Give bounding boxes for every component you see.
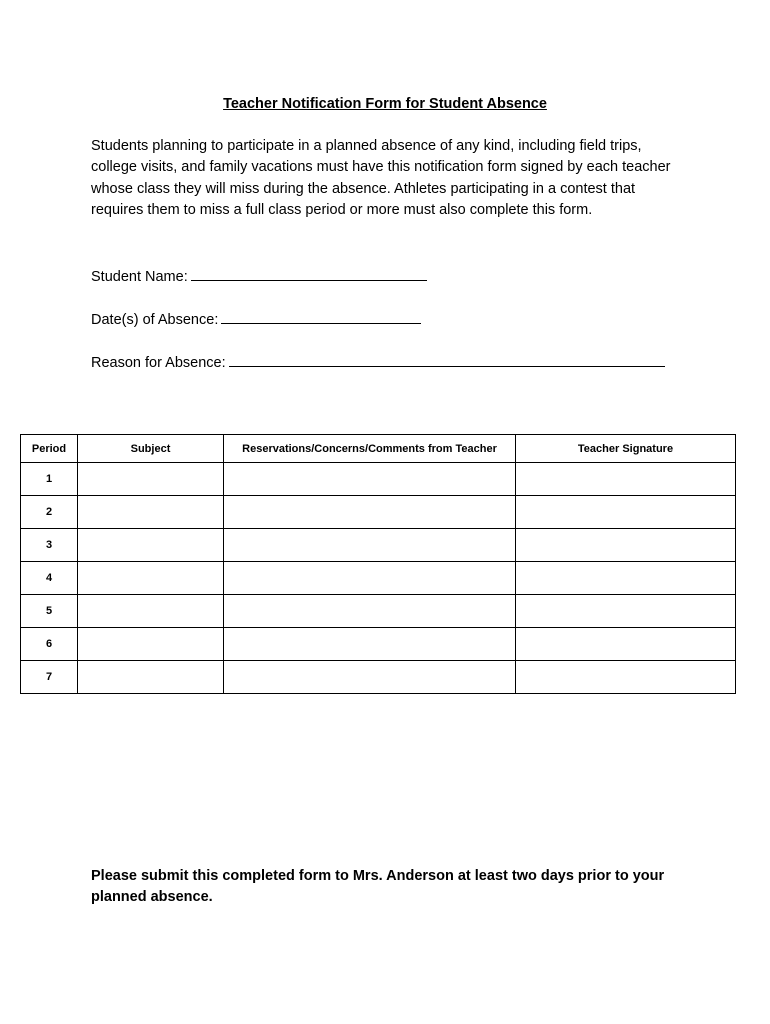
period-cell: 2 xyxy=(21,496,78,529)
comments-cell[interactable] xyxy=(224,628,516,661)
table-row xyxy=(21,595,736,628)
signature-cell[interactable] xyxy=(516,496,736,529)
signature-cell[interactable] xyxy=(516,463,736,496)
period-cell: 7 xyxy=(21,661,78,694)
table-row xyxy=(21,529,736,562)
header-period: Period xyxy=(21,435,78,463)
period-cell: 3 xyxy=(21,529,78,562)
page-title: Teacher Notification Form for Student Absence xyxy=(223,96,547,112)
header-subject: Subject xyxy=(78,435,224,463)
table-header-row xyxy=(21,435,736,463)
subject-cell[interactable] xyxy=(78,595,224,628)
table-row xyxy=(21,661,736,694)
table-row xyxy=(21,463,736,496)
comments-cell[interactable] xyxy=(224,496,516,529)
reason-label: Reason for Absence: xyxy=(91,355,226,371)
comments-cell[interactable] xyxy=(224,562,516,595)
period-cell: 1 xyxy=(21,463,78,496)
reason-field xyxy=(91,351,665,372)
subject-cell[interactable] xyxy=(78,562,224,595)
dates-label: Date(s) of Absence: xyxy=(91,312,219,328)
period-cell: 6 xyxy=(21,628,78,661)
student-name-field xyxy=(91,265,427,286)
dates-blank[interactable] xyxy=(221,308,421,324)
intro-paragraph xyxy=(91,136,681,222)
subject-cell[interactable] xyxy=(78,496,224,529)
student-name-blank[interactable] xyxy=(191,265,427,281)
table-row xyxy=(21,496,736,529)
comments-cell[interactable] xyxy=(224,595,516,628)
comments-cell[interactable] xyxy=(224,661,516,694)
header-comments: Reservations/Concerns/Comments from Teacher xyxy=(224,435,516,463)
subject-cell[interactable] xyxy=(78,628,224,661)
subject-cell[interactable] xyxy=(78,529,224,562)
dates-field xyxy=(91,308,421,329)
reason-blank[interactable] xyxy=(229,351,665,367)
period-table xyxy=(20,434,736,694)
signature-cell[interactable] xyxy=(516,628,736,661)
signature-cell[interactable] xyxy=(516,595,736,628)
signature-cell[interactable] xyxy=(516,562,736,595)
period-cell: 5 xyxy=(21,595,78,628)
header-signature: Teacher Signature xyxy=(516,435,736,463)
student-name-label: Student Name: xyxy=(91,269,188,285)
comments-cell[interactable] xyxy=(224,463,516,496)
period-cell: 4 xyxy=(21,562,78,595)
intro-text: Students planning to participate in a planned absence of any kind, including field trips, college visits, and family vacations must have this notification form signed by each teacher whose class they will miss during the absence. Athletes participating in a contest that requires them to miss a full class period or more must also complete this form. xyxy=(91,138,671,219)
signature-cell[interactable] xyxy=(516,529,736,562)
submission-note: Please submit this completed form to Mrs. Anderson at least two days prior to your planned absence. xyxy=(91,868,665,906)
subject-cell[interactable] xyxy=(78,661,224,694)
subject-cell[interactable] xyxy=(78,463,224,496)
table-row xyxy=(21,562,736,595)
table-row xyxy=(21,628,736,661)
comments-cell[interactable] xyxy=(224,529,516,562)
signature-cell[interactable] xyxy=(516,661,736,694)
